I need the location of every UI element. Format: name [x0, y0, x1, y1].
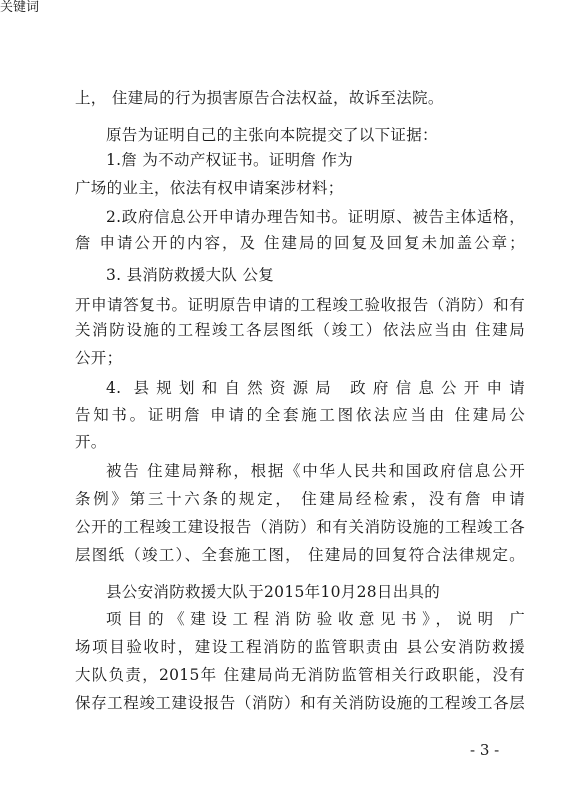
document-line: 场项目验收时，建设工程消防的监管职责由 县公安消防救援	[75, 638, 525, 656]
document-line: 关消防设施的工程竣工各层图纸（竣工）依法应当由 住建局	[75, 321, 525, 339]
document-line: 公开；	[75, 349, 123, 367]
document-line: 原告为证明自己的主张向本院提交了以下证据：	[106, 126, 438, 144]
document-line: 2.政府信息公开申请办理告知书。证明原、被告主体适格，	[106, 208, 525, 226]
document-line: 上， 住建局的行为损害原告合法权益，故诉至法院。	[75, 89, 444, 107]
document-line: 开申请答复书。证明原告申请的工程竣工验收报告（消防）和有	[75, 296, 525, 314]
document-line: 大队负责，2015年 住建局尚无消防监管相关行政职能，没有	[75, 666, 525, 684]
document-line: 开。	[75, 433, 107, 451]
keyword-label: 关键词	[0, 0, 40, 15]
document-line: 公开的工程竣工建设报告（消防）和有关消防设施的工程竣工各	[75, 518, 525, 536]
page-number: - 3 -	[470, 741, 500, 759]
document-line: 条例》第三十六条的规定， 住建局经检索，没有詹 申请	[75, 490, 525, 508]
document-line: 告知书。证明詹 申请的全套施工图依法应当由 住建局公	[75, 406, 525, 424]
document-line: 詹 申请公开的内容，及 住建局的回复及回复未加盖公章；	[75, 234, 525, 252]
document-line: 4. 县规划和自然资源局 政府信息公开申请	[106, 379, 525, 397]
document-line: 1.詹 为不动产权证书。证明詹 作为	[106, 151, 354, 169]
document-line: 广场的业主，依法有权申请案涉材料；	[75, 179, 344, 197]
document-line: 县公安消防救援大队于2015年10月28日出具的	[106, 583, 441, 601]
document-line: 项目的《建设工程消防验收意见书》，说明 广	[106, 610, 525, 628]
document-line: 保存工程竣工建设报告（消防）和有关消防设施的工程竣工各层	[75, 694, 525, 712]
document-line: 3. 县消防救援大队 公复	[106, 266, 275, 284]
document-line: 被告 住建局辩称，根据《中华人民共和国政府信息公开	[106, 462, 525, 480]
document-line: 层图纸（竣工）、全套施工图， 住建局的回复符合法律规定。	[75, 546, 525, 564]
